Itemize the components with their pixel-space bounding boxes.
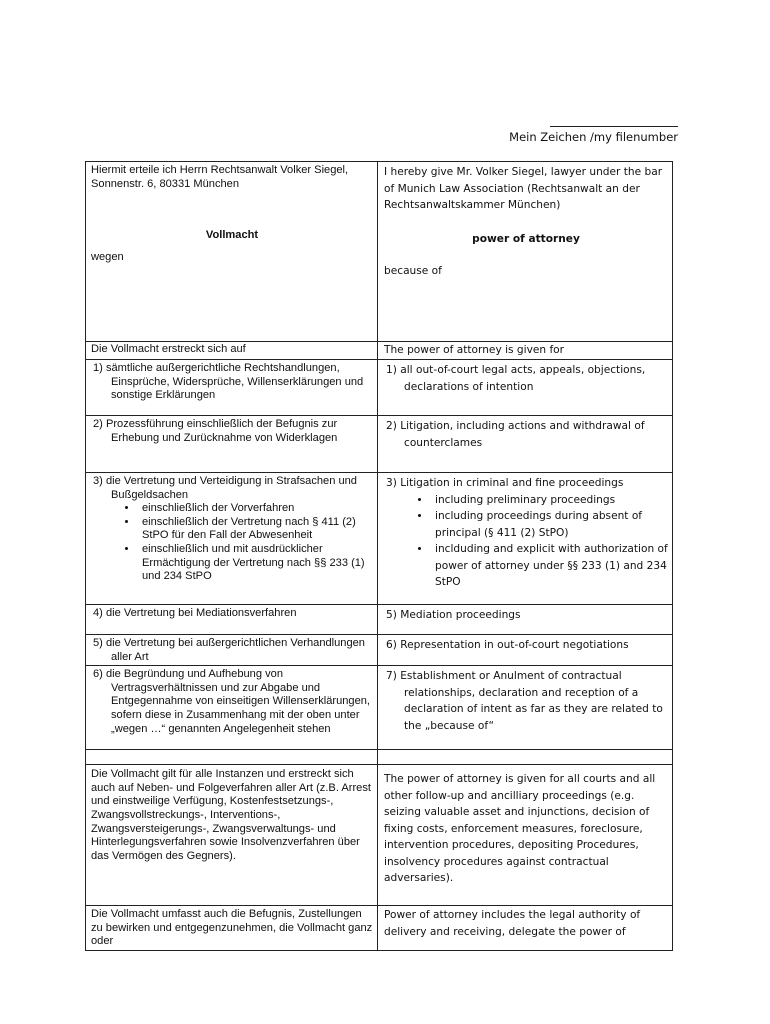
- german-cell: Die Vollmacht gilt für alle Instanzen und erstreckt sich auch auf Neben- und Folgeverfahren aller Art (z.B. Arrest und einstweilige Verfügung, Kostenfestsetzungs-, Zwangsvollstreckungs-, Interventions-, Zwangsversteigerungs-, Zwangsverwaltungs- und Hinterlegungsverfahren sowie Insolvenzverfahren über das Vermögen des Gegners).: [86, 765, 378, 906]
- wegen-label: wegen: [91, 250, 124, 263]
- table-row: [86, 750, 673, 765]
- german-cell: [86, 635, 378, 666]
- sub-list-de: [91, 502, 373, 584]
- english-cell: [378, 750, 673, 765]
- list-item: 1) all out-of-court legal acts, appeals, objections, declarations of intention: [386, 364, 646, 393]
- table-row: [86, 473, 673, 605]
- power-of-attorney-table: [85, 161, 673, 951]
- english-cell: The power of attorney is given for: [378, 342, 673, 360]
- list-item: 4) die Vertretung bei Mediationsverfahren: [93, 607, 297, 619]
- sub-list-item: • including proceedings during absent of principal (§ 411 (2) StPO): [431, 508, 668, 541]
- german-cell: [86, 473, 378, 605]
- english-cell: [378, 473, 673, 605]
- english-cell: [378, 360, 673, 416]
- list-item: 3) die Vertretung und Verteidigung in Strafsachen und Bußgeldsachen: [93, 475, 357, 501]
- english-cell: [378, 416, 673, 473]
- english-cell: [378, 635, 673, 666]
- sub-list-item: • einschließlich und mit ausdrücklicher Ermächtigung der Vertretung nach §§ 233 (1) und 234 StPO: [138, 543, 373, 584]
- german-cell: [86, 605, 378, 635]
- english-cell: [378, 666, 673, 750]
- table-row: [86, 605, 673, 635]
- sub-list-item: • einschließlich der Vertretung nach § 411 (2) StPO für den Fall der Abwesenheit: [138, 516, 373, 543]
- sub-list-item: • including preliminary proceedings: [431, 492, 668, 509]
- list-item: 7) Establishment or Anulment of contractual relationships, declaration and reception of a declaration of intent as far as they are related to the „because of“: [386, 670, 663, 732]
- english-cell: Power of attorney includes the legal authority of delivery and receiving, delegate the power of: [378, 906, 673, 951]
- table-row: [86, 635, 673, 666]
- table-row: [86, 765, 673, 906]
- german-cell: Die Vollmacht erstreckt sich auf: [86, 342, 378, 360]
- english-cell: The power of attorney is given for all courts and all other follow-up and ancilliary proceedings (e.g. seizing valuable asset and injunctions, decision of fixing costs, enforcement measures, foreclosure, intervention procedures, depositing Procedures, insolvency procedures against contractual adversaries).: [378, 765, 673, 906]
- list-item: 2) Prozessführung einschließlich der Befugnis zur Erhebung und Zurücknahme von Widerklagen: [93, 418, 338, 444]
- table-row: [86, 162, 673, 342]
- table-row: [86, 342, 673, 360]
- list-item: 6) die Begründung und Aufhebung von Vertragsverhältnissen und zur Abgabe und Entgegennahme von einseitigen Willenserklärungen, sofern diese in Zusammenhang mit der oben unter „wegen …“ genannten Angelegenheit stehen: [93, 668, 371, 735]
- table-row: [86, 416, 673, 473]
- file-reference: Mein Zeichen /my filenumber: [509, 130, 678, 144]
- list-item: 5) Mediation proceedings: [386, 609, 521, 621]
- grant-text-de: Hiermit erteile ich Herrn Rechtsanwalt Volker Siegel, Sonnenstr. 6, 80331 München: [91, 164, 349, 190]
- german-cell: [86, 750, 378, 765]
- german-cell: [86, 416, 378, 473]
- sub-list-item: • inclduding and explicit with authorization of power of attorney under §§ 233 (1) and 234 StPO: [431, 541, 668, 591]
- english-cell: [378, 605, 673, 635]
- list-item: 6) Representation in out-of-court negotiations: [386, 639, 629, 651]
- english-cell: [378, 162, 673, 342]
- grant-text-en: I hereby give Mr. Volker Siegel, lawyer under the bar of Munich Law Association (Rechtsanwalt an der Rechtsanwaltskammer München): [384, 166, 663, 211]
- title-de: Vollmacht: [205, 229, 259, 242]
- table-row: [86, 360, 673, 416]
- list-item: 1) sämtliche außergerichtliche Rechtshandlungen, Einsprüche, Widersprüche, Willenserklärungen und sonstige Erklärungen: [93, 362, 364, 402]
- sub-list-item: • einschließlich der Vorverfahren: [138, 502, 373, 516]
- list-item: 3) Litigation in criminal and fine proceedings: [386, 477, 624, 489]
- sub-list-en: [384, 492, 668, 591]
- german-cell: [86, 360, 378, 416]
- german-cell: Die Vollmacht umfasst auch die Befugnis, Zustellungen zu bewirken und entgegenzunehmen, die Vollmacht ganz oder: [86, 906, 378, 951]
- german-cell: [86, 162, 378, 342]
- table-row: [86, 906, 673, 951]
- german-cell: [86, 666, 378, 750]
- because-of-label: because of: [384, 265, 442, 277]
- title-en: power of attorney: [472, 232, 580, 245]
- signature-line: [550, 112, 678, 127]
- table-row: [86, 666, 673, 750]
- list-item: 2) Litigation, including actions and withdrawal of counterclames: [386, 420, 645, 449]
- list-item: 5) die Vertretung bei außergerichtlichen Verhandlungen aller Art: [93, 637, 365, 663]
